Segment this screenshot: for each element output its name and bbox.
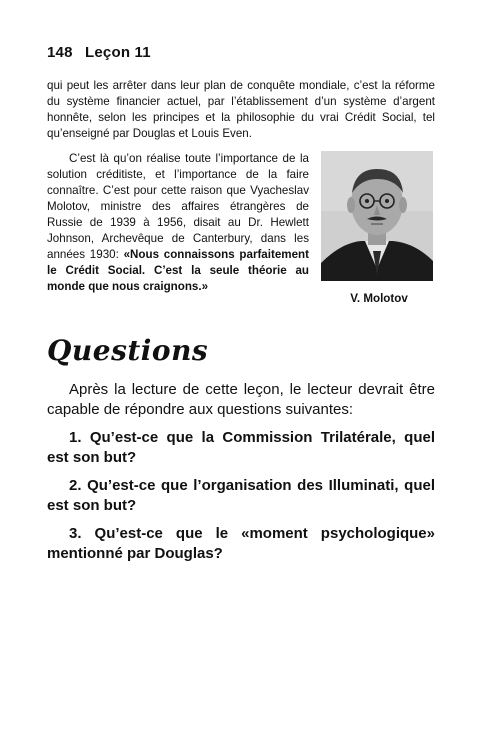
intro-paragraph: qui peut les arrêter dans leur plan de conquête mondiale, c’est la réforme du système financier actuel, par l’établissement d’un système d’argent honnête, selon les principes et la philosophie du vrai Crédit Social, tel qu’enseigné par Douglas et Louis Even.: [47, 79, 435, 140]
molotov-figure: [317, 151, 435, 307]
page-header: [47, 44, 151, 61]
molotov-text: C’est là qu’on réalise toute l’importance de la solution créditiste, et l’importance de la faire connaître. C’est pour cette raison que Vyacheslav Molotov, ministre des affaires étrangères de Russie de 1939 à 1956, disait au Dr. Hewlett Johnson, Archevêque de Canterbury, dans les années 1930:: [47, 152, 309, 261]
question-item: 1. Qu’est-ce que la Commission Trilatérale, quel est son but?: [47, 429, 435, 466]
question-item: 2. Qu’est-ce que l’organisation des Illuminati, quel est son but?: [47, 477, 435, 514]
molotov-quote: «Nous connaissons parfaitement le Crédit Social. C’est la seule théorie au monde que nous craignons.»: [47, 248, 309, 293]
questions-intro: [47, 380, 435, 420]
questions-intro-text: Après la lecture de cette leçon, le lecteur devrait être capable de répondre aux questions suivantes:: [47, 381, 435, 418]
photo-caption: V. Molotov: [350, 292, 408, 305]
question-item: 3. Qu’est-ce que le «moment psychologique» mentionné par Douglas?: [47, 525, 435, 562]
lesson-title: Leçon 11: [85, 44, 151, 61]
portrait-illustration: [321, 151, 433, 281]
page-number: 148: [47, 44, 73, 61]
molotov-section: [47, 151, 435, 307]
questions-list: [47, 428, 435, 572]
molotov-photo: [321, 151, 433, 281]
questions-heading: Questions: [47, 334, 209, 367]
